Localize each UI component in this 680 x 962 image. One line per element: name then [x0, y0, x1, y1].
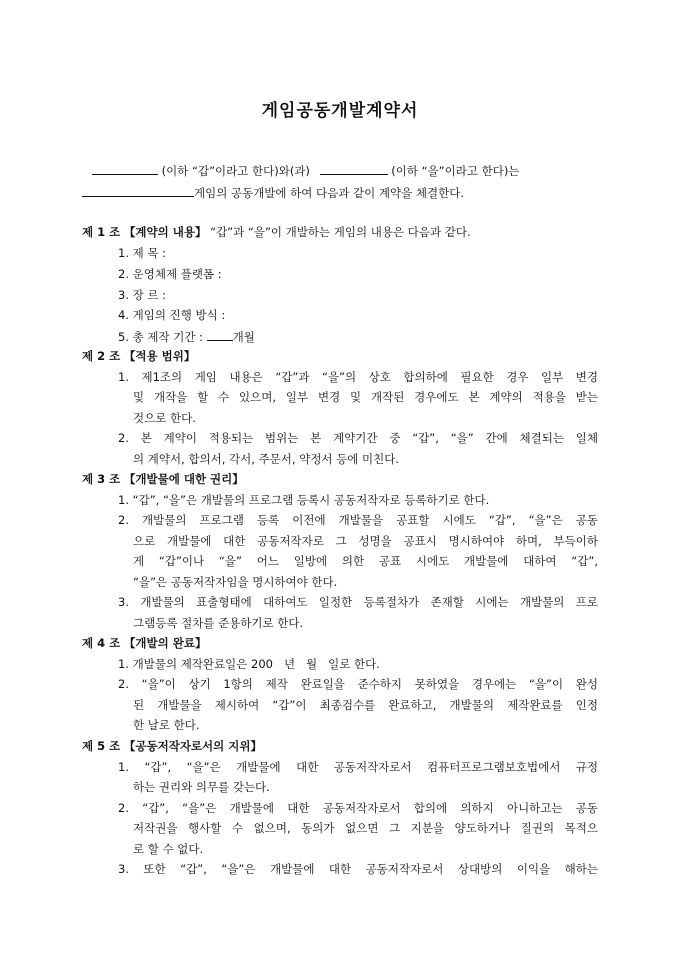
article-1-heading	[82, 224, 471, 240]
article-4-title: 【개발의 완료】	[123, 636, 207, 650]
intro-line-2	[82, 184, 464, 201]
article-5-number: 제 5 조	[82, 739, 121, 753]
article-2-line-3: 것으로 한다.	[133, 411, 196, 425]
intro-text-b: (이하 “을”이라고 한다)는	[391, 164, 520, 178]
article-5-heading	[82, 738, 262, 754]
blank-party-b	[320, 162, 388, 175]
intro-text-c: 게임의 공동개발에 하여 다음과 같이 계약을 체결한다.	[194, 186, 464, 200]
blank-months	[207, 328, 233, 341]
article-4-line-4: 한 날로 한다.	[133, 718, 200, 732]
article-1-item-3: 3. 장 르 :	[118, 288, 167, 302]
article-5-line-1: 1. “갑”, “을”은 개발물에 대한 공동저작자로서 컴퓨터프로그램보호법에서 규정	[118, 760, 598, 774]
article-1-item-1: 1. 제 목 :	[118, 246, 167, 260]
intro-text-a: (이하 “갑”이라고 한다)와(과)	[161, 164, 310, 178]
article-1-item-5	[118, 328, 255, 345]
article-3-line-6: 3. 개발물의 표출형태에 대하여도 일정한 등록절차가 존재할 시에는 개발물의 프로	[118, 595, 598, 609]
article-3-heading	[82, 471, 244, 487]
item-5-label: 5. 총 제작 기간 :	[118, 330, 207, 344]
article-5-line-5: 로 할 수 없다.	[133, 842, 204, 856]
article-4-number: 제 4 조	[82, 636, 121, 650]
article-5-line-3: 2. “갑”, “을”은 개발물에 대한 공동저작자로서 합의에 의하지 아니하고는 공동	[118, 801, 598, 815]
article-5-line-6: 3. 또한 “갑”, “을”은 개발물에 대한 공동저작자로서 상대방의 이익을 해하는	[118, 862, 598, 876]
article-3-line-1: 1. “갑”, “을”은 개발물의 프로그램 등록시 공동저작자로 등록하기로 한다.	[118, 493, 490, 507]
article-5-line-4: 저작권을 행사할 수 없으며, 동의가 없으면 그 지분을 양도하거나 질권의 목적으	[133, 821, 598, 835]
article-2-line-1: 1. 제1조의 게임 내용은 “갑”과 “을”의 상호 합의하에 필요한 경우 일부 변경	[118, 370, 598, 384]
article-3-line-2: 2. 개발물의 프로그램 등록 이전에 개발물을 공표할 시에도 “갑”, “을”은 공동	[118, 513, 598, 527]
article-3-line-5: “을”은 공동저작자임을 명시하여야 한다.	[133, 575, 338, 589]
blank-game-name	[82, 184, 194, 197]
intro-line-1	[92, 162, 519, 179]
article-2-heading	[82, 348, 195, 364]
article-1-item-2: 2. 운영체제 플랫폼 :	[118, 267, 222, 281]
article-1-text: “갑”과 “을”이 개발하는 게임의 내용은 다음과 같다.	[210, 225, 471, 239]
article-4-line-1: 1. 개발물의 제작완료일은 200 년 월 일로 한다.	[118, 657, 380, 671]
document-title: 게임공동개발계약서	[261, 101, 419, 121]
article-2-line-2: 및 개작을 할 수 있으며, 일부 변경 및 개작된 경우에도 본 계약의 적용을 받는	[133, 390, 598, 404]
article-2-number: 제 2 조	[82, 349, 121, 363]
article-4-line-2: 2. “을”이 상기 1항의 제작 완료일을 준수하지 못하였을 경우에는 “을”이 완성	[118, 677, 598, 691]
article-3-line-3: 으로 개발물에 대한 공동저작자로 그 성명을 공표시 명시하여야 하며, 부득이하	[133, 534, 598, 548]
article-3-title: 【개발물에 대한 권리】	[123, 472, 244, 486]
blank-party-a	[92, 162, 158, 175]
article-4-line-3: 된 개발물을 제시하여 “갑”이 최종검수를 완료하고, 개발물의 제작완료를 인정	[133, 698, 598, 712]
article-1-number: 제 1 조	[82, 225, 121, 239]
article-1-title: 【계약의 내용】	[123, 225, 207, 239]
article-3-line-7: 그램등록 절차를 준용하기로 한다.	[133, 616, 304, 630]
article-3-number: 제 3 조	[82, 472, 121, 486]
article-5-title: 【공동저작자로서의 지위】	[123, 739, 262, 753]
article-2-line-5: 의 계약서, 합의서, 각서, 주문서, 약정서 등에 미친다.	[133, 452, 400, 466]
article-4-heading	[82, 635, 206, 651]
article-3-line-4: 게 “갑”이나 “을” 어느 일방에 의한 공표 시에도 개발물에 대하여 “갑”,	[133, 554, 598, 568]
article-1-item-4: 4. 게임의 진행 방식 :	[118, 308, 226, 322]
item-5-unit: 개월	[232, 330, 255, 344]
article-2-title: 【적용 범위】	[123, 349, 196, 363]
article-5-line-2: 하는 권리와 의무를 갖는다.	[133, 780, 270, 794]
article-2-line-4: 2. 본 계약이 적용되는 범위는 본 계약기간 중 “갑”, “을” 간에 체결되는 일체	[118, 431, 598, 445]
